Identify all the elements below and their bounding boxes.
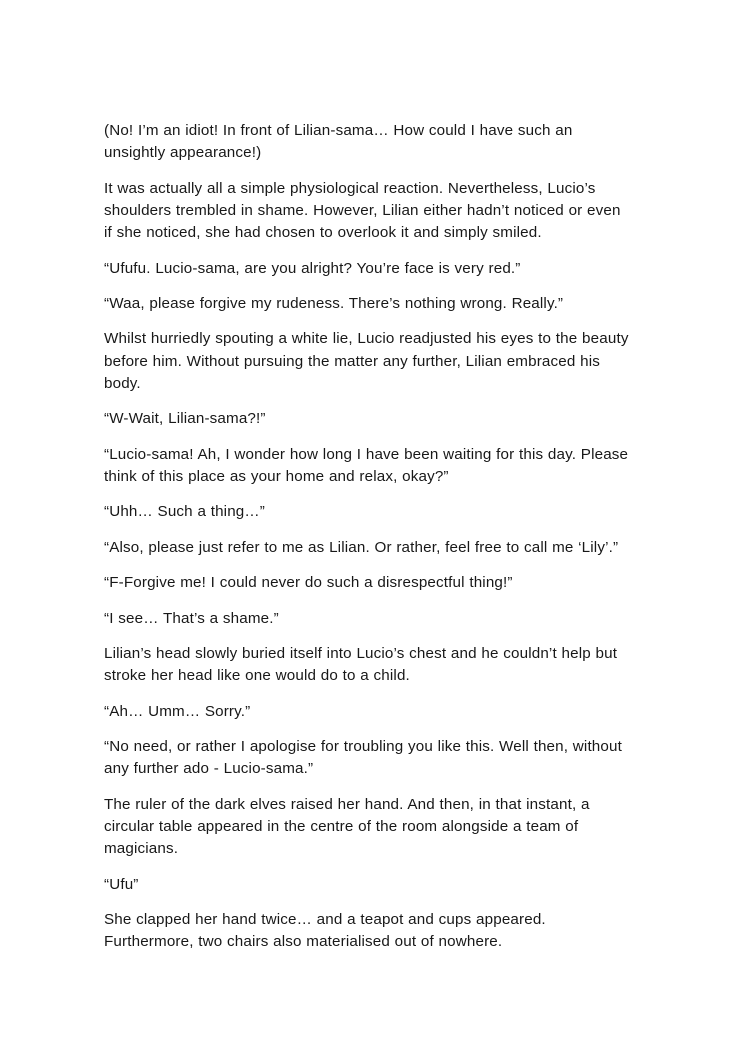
paragraph: “W-Wait, Lilian-sama?!” [104,410,266,428]
paragraph: It was actually all a simple physiological reaction. Nevertheless, Lucio’s shoulders trembled in shame. However, Lilian either hadn’t noticed or even if she noticed, she had chosen to overlook it and simply smiled. [104,179,621,242]
paragraph: “Also, please just refer to me as Lilian. Or rather, feel free to call me ‘Lily’.” [104,538,619,556]
paragraph: “Lucio-sama! Ah, I wonder how long I have been waiting for this day. Please think of this place as your home and relax, okay?” [104,445,629,486]
paragraph: “Uhh… Such a thing…” [104,503,265,521]
paragraph: “Ah… Umm… Sorry.” [104,702,251,720]
paragraph: Whilst hurriedly spouting a white lie, Lucio readjusted his eyes to the beauty before him. Without pursuing the matter any further, Lilian embraced his body. [104,330,629,393]
paragraph: “No need, or rather I apologise for troubling you like this. Well then, without any further ado - Lucio-sama.” [104,737,622,778]
paragraph: The ruler of the dark elves raised her hand. And then, in that instant, a circular table appeared in the centre of the room alongside a team of magicians. [104,795,590,858]
paragraph: “Waa, please forgive my rudeness. There’s nothing wrong. Really.” [104,295,564,313]
paragraph: (No! I’m an idiot! In front of Lilian-sama… How could I have such an unsightly appearance!) [104,122,573,162]
paragraph: Lilian’s head slowly buried itself into Lucio’s chest and he couldn’t help but stroke her head like one would do to a child. [104,644,618,685]
paragraph: “I see… That’s a shame.” [104,609,279,627]
paragraph: “F-Forgive me! I could never do such a disrespectful thing!” [104,574,513,592]
paragraph: “Ufu” [104,875,139,893]
document-text-body [104,120,632,954]
paragraph: “Ufufu. Lucio-sama, are you alright? You’re face is very red.” [104,259,521,277]
paragraph: She clapped her hand twice… and a teapot and cups appeared. Furthermore, two chairs also materialised out of nowhere. [104,910,546,951]
